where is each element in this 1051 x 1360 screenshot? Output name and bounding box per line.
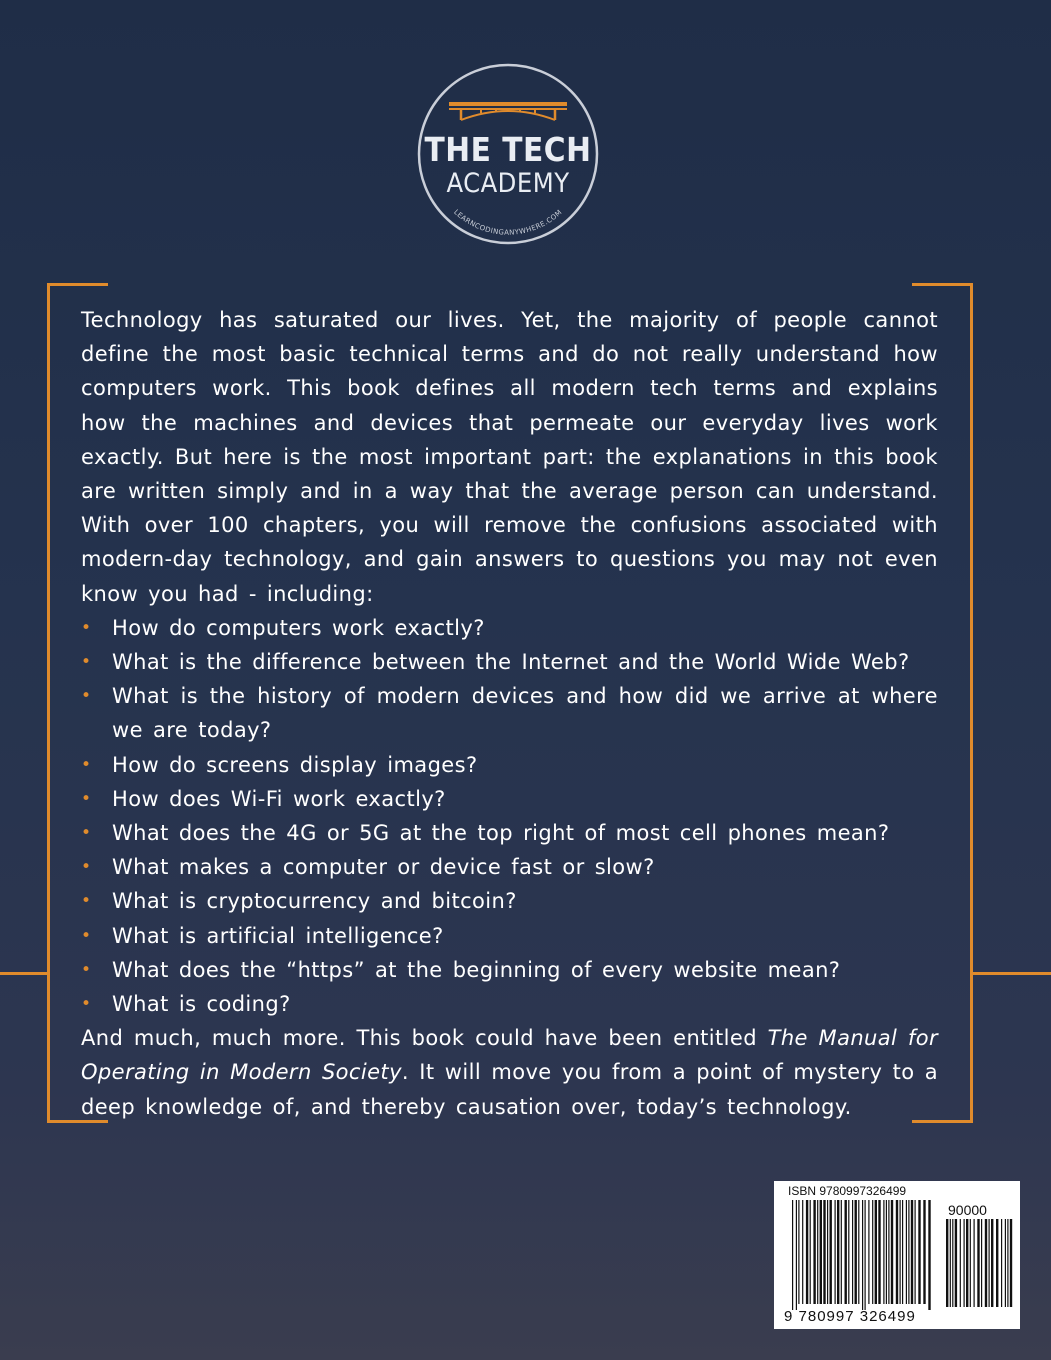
isbn-barcode (774, 1181, 1020, 1329)
list-item: • What is the history of modern devices and how did we arrive at where we are today? (81, 679, 938, 747)
bullet-icon: • (81, 652, 92, 673)
list-item: • What does the 4G or 5G at the top right of most cell phones mean? (81, 816, 938, 850)
logo-line-2: ACADEMY (446, 168, 570, 199)
bullet-icon: • (81, 754, 92, 775)
logo-line-1: THE TECH (424, 130, 592, 169)
list-item: • What makes a computer or device fast or slow? (81, 850, 938, 884)
bullet-icon: • (81, 857, 92, 878)
svg-text:LEARNCODINGANYWHERE.COM (452, 208, 563, 237)
bullet-icon: • (81, 686, 92, 707)
closing-paragraph: And much, much more. This book could have been entitled The Manual for Operating in Modern Society. It will move you from a point of mystery to a deep knowledge of, and thereby causation over, today’s technology. (81, 1026, 939, 1119)
bridge-icon (449, 104, 567, 120)
price-code: 90000 (948, 1202, 987, 1218)
list-item: • How do screens display images? (81, 748, 938, 782)
list-item: • How does Wi-Fi work exactly? (81, 782, 938, 816)
bullet-icon: • (81, 994, 92, 1015)
frame-line-left (0, 972, 47, 975)
question-list (81, 611, 938, 1021)
bullet-icon: • (81, 959, 92, 980)
bullet-icon: • (81, 925, 92, 946)
frame-line-right (972, 972, 1051, 975)
tech-academy-logo (416, 62, 600, 246)
list-item: • What is coding? (81, 987, 938, 1021)
bullet-icon: • (81, 788, 92, 809)
list-item: • What is artificial intelligence? (81, 919, 938, 953)
bullet-icon: • (81, 891, 92, 912)
blurb (81, 303, 938, 1124)
list-item: • How do computers work exactly? (81, 611, 938, 645)
book-alt-title: The Manual for Operating in Modern Society (81, 1026, 938, 1085)
list-item: • What is cryptocurrency and bitcoin? (81, 884, 938, 918)
intro-paragraph: Technology has saturated our lives. Yet, the majority of people cannot define the most basic technical terms and do not really understand how computers work. This book defines all modern tech terms and explains how the machines and devices that permeate our everyday lives work exactly. But here is the most important part: the explanations in this book are written simply and in a way that the average person can understand. With over 100 chapters, you will remove the confusions associated with modern-day technology, and gain answers to questions you may not even know you had - including: (81, 308, 938, 606)
list-item: • What does the “https” at the beginning of every website mean? (81, 953, 938, 987)
list-item: • What is the difference between the Internet and the World Wide Web? (81, 645, 938, 679)
logo-ring-text: LEARNCODINGANYWHERE.COM (452, 208, 564, 237)
isbn-digits: 9 780997 326499 (784, 1308, 916, 1325)
isbn-label: ISBN 9780997326499 (788, 1184, 907, 1198)
bullet-icon: • (81, 823, 92, 844)
bullet-icon: • (81, 617, 92, 638)
